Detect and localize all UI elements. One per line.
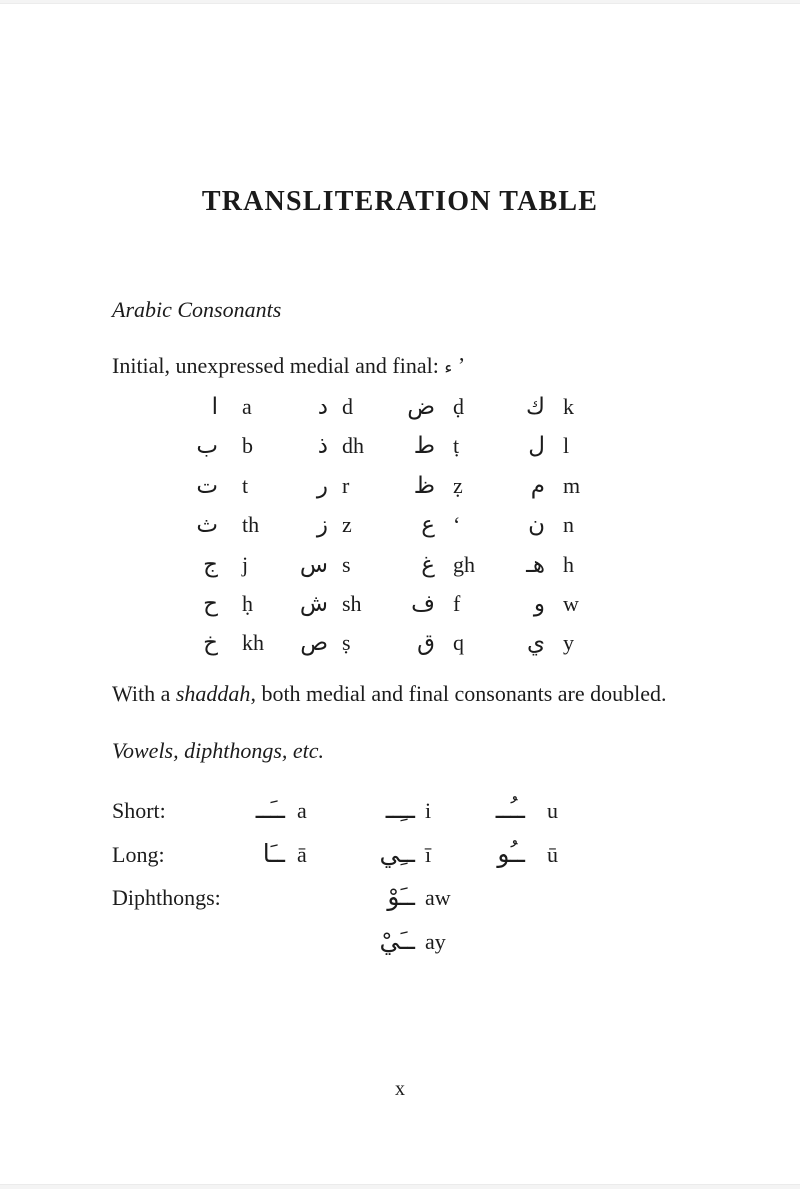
vowel-transliteration: ā — [297, 841, 307, 867]
arabic-letter: ر — [316, 472, 328, 499]
arabic-letter: ق — [417, 630, 435, 657]
vowel-row-label: Long: — [112, 841, 165, 867]
arabic-letter: ن — [528, 512, 545, 539]
hamza-translit: ʼ — [457, 353, 466, 378]
vowel-row-short — [112, 795, 625, 839]
latin-transliteration: r — [342, 472, 350, 498]
latin-transliteration: k — [563, 394, 574, 419]
arabic-letter: ط — [413, 433, 435, 460]
arabic-letter: د — [317, 394, 328, 420]
latin-transliteration: w — [563, 590, 579, 616]
latin-transliteration: ṭ — [453, 433, 460, 459]
arabic-letter: خ — [203, 630, 218, 657]
vowel-mark: ــَيْ — [379, 925, 415, 955]
arabic-letter: م — [530, 472, 545, 499]
vowel-mark: ــَــ — [255, 795, 285, 824]
vowel-mark: ــَا — [262, 838, 285, 868]
latin-transliteration: sh — [342, 590, 362, 616]
latin-transliteration: a — [242, 394, 252, 419]
vowel-row-long — [112, 839, 625, 883]
arabic-letter: ل — [528, 433, 545, 460]
consonant-row — [112, 433, 625, 472]
latin-transliteration: kh — [242, 630, 264, 656]
latin-transliteration: gh — [453, 551, 475, 577]
vowel-transliteration: a — [297, 798, 307, 823]
consonant-row — [112, 512, 625, 551]
latin-transliteration: th — [242, 512, 260, 538]
latin-transliteration: y — [563, 630, 574, 656]
vowel-row-diphthong-aw — [112, 882, 625, 926]
page-bottom-edge — [0, 1184, 800, 1189]
arabic-letter: ا — [211, 394, 218, 420]
latin-transliteration: z — [342, 512, 352, 538]
arabic-letter: ي — [526, 630, 545, 657]
latin-transliteration: ḍ — [453, 394, 464, 419]
latin-transliteration: h — [563, 551, 574, 577]
arabic-letter: ك — [526, 394, 545, 420]
shaddah-note — [112, 680, 667, 708]
vowel-row-label: Short: — [112, 798, 166, 823]
vowel-row-label: Diphthongs: — [112, 885, 221, 911]
latin-transliteration: ʻ — [453, 512, 461, 538]
latin-transliteration: j — [242, 551, 249, 577]
vowel-mark: ــُو — [497, 838, 525, 868]
latin-transliteration: l — [563, 433, 570, 459]
shaddah-term: shaddah — [175, 681, 251, 706]
latin-transliteration: s — [342, 551, 351, 577]
arabic-letter: ش — [299, 590, 328, 617]
arabic-letter: ب — [196, 433, 218, 460]
consonant-row — [112, 394, 625, 433]
vowel-mark: ــَوْ — [387, 882, 415, 912]
arabic-letter: ث — [196, 512, 218, 539]
page-title: TRANSLITERATION TABLE — [201, 186, 599, 217]
arabic-letter: ت — [196, 472, 218, 499]
latin-transliteration: ṣ — [342, 630, 351, 656]
vowel-transliteration: ū — [547, 841, 558, 867]
arabic-letter: ع — [421, 512, 435, 539]
vowel-transliteration: u — [547, 798, 558, 823]
arabic-letter: ز — [316, 512, 328, 539]
latin-transliteration: d — [342, 394, 353, 419]
consonant-row — [112, 630, 625, 669]
vowel-transliteration: aw — [425, 885, 451, 911]
arabic-letter: غ — [421, 551, 435, 578]
vowels-heading: Vowels, diphthongs, etc. — [112, 738, 325, 763]
latin-transliteration: ḥ — [242, 590, 253, 616]
arabic-letter: ف — [411, 590, 435, 617]
arabic-letter: ظ — [413, 472, 435, 499]
arabic-letter: ض — [407, 394, 435, 420]
latin-transliteration: ẓ — [453, 472, 463, 498]
page-number: x — [395, 1078, 405, 1100]
arabic-letter: ص — [300, 630, 328, 657]
arabic-letter: و — [533, 590, 545, 617]
latin-transliteration: m — [563, 472, 581, 498]
vowel-mark: ــِــ — [385, 795, 415, 824]
vowel-row-diphthong-ay — [112, 926, 625, 970]
latin-transliteration: dh — [342, 433, 364, 459]
vowel-transliteration: ī — [425, 841, 432, 867]
arabic-letter: ج — [203, 551, 218, 578]
consonant-row — [112, 591, 625, 630]
vowel-mark: ــُــ — [495, 795, 525, 824]
page-top-edge — [0, 0, 800, 4]
consonants-intro-text: Initial, unexpressed medial and final: — [112, 353, 445, 378]
arabic-letter: س — [299, 551, 328, 578]
latin-transliteration: f — [453, 590, 461, 616]
latin-transliteration: t — [242, 472, 249, 498]
arabic-letter: هـ — [526, 551, 545, 578]
latin-transliteration: n — [563, 512, 574, 538]
consonants-heading: Arabic Consonants — [112, 297, 282, 322]
vowel-transliteration: i — [425, 798, 432, 823]
vowel-table — [112, 795, 625, 969]
hamza-glyph: ء — [444, 358, 453, 378]
consonant-table — [112, 394, 625, 670]
consonants-intro — [112, 352, 465, 380]
arabic-letter: ح — [203, 590, 218, 617]
consonant-row — [112, 552, 625, 591]
vowel-transliteration: ay — [425, 928, 446, 954]
latin-transliteration: b — [242, 433, 253, 459]
latin-transliteration: q — [453, 630, 464, 656]
shaddah-note-suffix: , both medial and final consonants are doubled. — [250, 681, 667, 706]
consonant-row — [112, 473, 625, 512]
vowel-mark: ــِي — [379, 838, 415, 868]
shaddah-note-prefix: With a — [112, 681, 176, 706]
arabic-letter: ذ — [317, 433, 328, 460]
